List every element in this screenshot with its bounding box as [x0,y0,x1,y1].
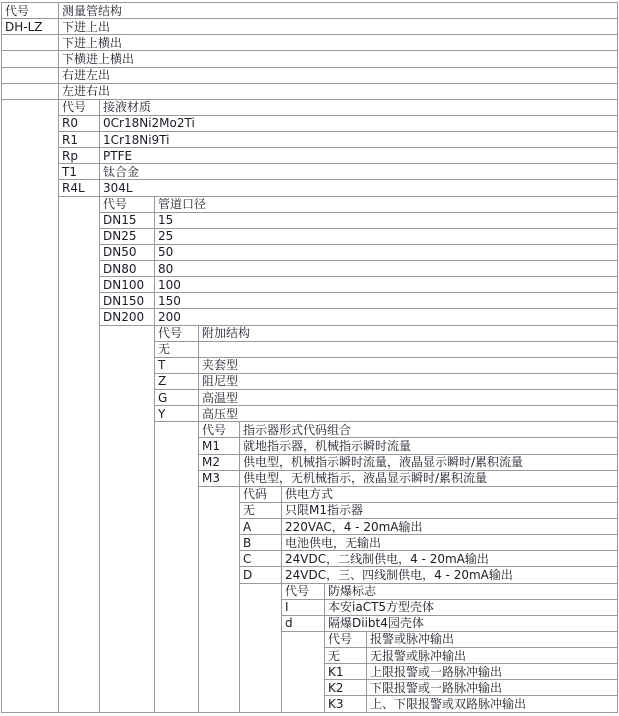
label-header-cell: 指示器形式代码组合 [240,422,618,438]
code-cell: R0 [59,115,100,131]
code-header-cell: 代号 [199,422,240,438]
value-cell: 220VAC，4 - 20mA输出 [282,519,618,535]
value-cell: 就地指示器，机械指示瞬时流量 [240,438,618,454]
code-cell: M1 [199,438,240,454]
code-cell: DH-LZ [2,19,59,35]
code-header-cell: 代号 [100,196,155,212]
spacer-cell [2,99,59,712]
value-cell: 下进上横出 [59,35,618,51]
model-selection-table [1,2,618,713]
value-cell: 高温型 [199,390,618,406]
value-cell: 右进左出 [59,67,618,83]
label-header-cell: 管道口径 [155,196,618,212]
table-row [2,99,618,115]
spacer-cell [240,583,282,713]
code-cell: DN25 [100,228,155,244]
value-cell: 200 [155,309,618,325]
code-cell: K2 [325,680,367,696]
value-cell: 隔爆Diibt4园壳体 [325,615,618,631]
value-cell: 1Cr18Ni9Ti [100,132,618,148]
code-cell: G [155,390,199,406]
code-cell: K3 [325,696,367,713]
table-row [2,19,618,35]
value-cell: 供电型，机械指示瞬时流量，液晶显示瞬时/累积流量 [240,454,618,470]
value-cell: 50 [155,244,618,260]
table-row [2,196,618,212]
label-header-cell: 报警或脉冲输出 [367,631,618,647]
code-cell: d [282,615,325,631]
value-cell: 阻尼型 [199,373,618,389]
value-cell [199,341,618,357]
code-cell: D [240,567,282,583]
value-cell: 钛合金 [100,164,618,180]
code-cell [2,35,59,51]
value-cell: 25 [155,228,618,244]
code-cell: DN200 [100,309,155,325]
code-header-cell: 代码 [240,486,282,502]
code-header-cell: 代号 [282,583,325,599]
table-row [2,148,618,164]
value-cell: 0Cr18Ni2Mo2Ti [100,115,618,131]
table-row [2,67,618,83]
code-cell: R4L [59,180,100,196]
value-cell: 下进上出 [59,19,618,35]
code-cell [2,83,59,99]
value-cell: 下横进上横出 [59,51,618,67]
value-cell: 上、下限报警或双路脉冲输出 [367,696,618,713]
code-cell: I [282,599,325,615]
code-cell: 无 [325,648,367,664]
code-cell: DN100 [100,277,155,293]
value-cell: PTFE [100,148,618,164]
value-cell: 24VDC，三、四线制供电，4 - 20mA输出 [282,567,618,583]
code-cell: K1 [325,664,367,680]
table-row [2,3,618,19]
value-cell: 15 [155,212,618,228]
code-cell: DN80 [100,261,155,277]
code-cell [2,67,59,83]
code-cell: B [240,535,282,551]
value-cell: 本安iaCT5方型壳体 [325,599,618,615]
value-cell: 304L [100,180,618,196]
label-header-cell: 接液材质 [100,99,618,115]
code-header-cell: 代号 [155,325,199,341]
code-header-cell: 代号 [325,631,367,647]
table-row [2,164,618,180]
value-cell: 上限报警或一路脉冲输出 [367,664,618,680]
value-cell: 左进右出 [59,83,618,99]
value-cell: 电池供电，无输出 [282,535,618,551]
label-header-cell: 测量管结构 [59,3,618,19]
label-header-cell: 附加结构 [199,325,618,341]
code-cell [2,51,59,67]
code-header-cell: 代号 [2,3,59,19]
code-cell: C [240,551,282,567]
table-row [2,83,618,99]
value-cell: 100 [155,277,618,293]
value-cell: 80 [155,261,618,277]
value-cell: 只限M1指示器 [282,502,618,518]
spacer-cell [100,325,155,713]
code-cell: T [155,357,199,373]
code-cell: DN150 [100,293,155,309]
table-row [2,180,618,196]
code-cell: R1 [59,132,100,148]
table-row [2,35,618,51]
code-header-cell: 代号 [59,99,100,115]
code-cell: DN50 [100,244,155,260]
spacer-cell [199,486,240,712]
value-cell: 24VDC，二线制供电，4 - 20mA输出 [282,551,618,567]
code-cell: 无 [240,502,282,518]
code-cell: 无 [155,341,199,357]
code-cell: M3 [199,470,240,486]
code-cell: A [240,519,282,535]
label-header-cell: 防爆标志 [325,583,618,599]
table-row [2,132,618,148]
code-cell: T1 [59,164,100,180]
value-cell: 夹套型 [199,357,618,373]
spacer-cell [282,631,325,712]
spacer-cell [59,196,100,713]
value-cell: 150 [155,293,618,309]
code-cell: Z [155,373,199,389]
code-cell: Y [155,406,199,422]
label-header-cell: 供电方式 [282,486,618,502]
spacer-cell [155,422,199,713]
table-row [2,115,618,131]
value-cell: 下限报警或一路脉冲输出 [367,680,618,696]
value-cell: 无报警或脉冲输出 [367,648,618,664]
code-cell: Rp [59,148,100,164]
code-cell: M2 [199,454,240,470]
value-cell: 高压型 [199,406,618,422]
table-row [2,51,618,67]
value-cell: 供电型，无机械指示，液晶显示瞬时/累积流量 [240,470,618,486]
code-cell: DN15 [100,212,155,228]
